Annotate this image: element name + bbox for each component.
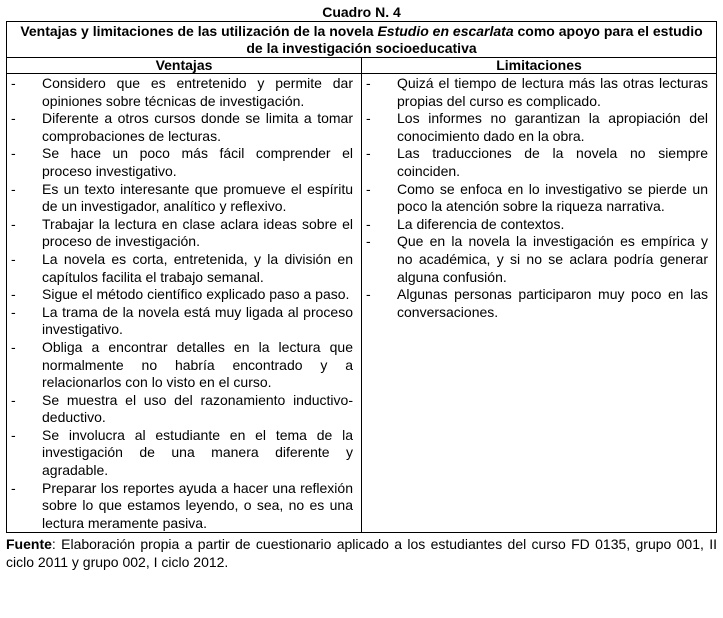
bullet-dash: -: [11, 110, 16, 127]
limitacion-item: [366, 286, 708, 321]
limitacion-item: [366, 145, 708, 180]
ventaja-item: [11, 480, 353, 533]
column-header-ventajas: Ventajas: [7, 58, 362, 74]
ventaja-item: [11, 181, 353, 216]
source-footnote: [6, 535, 717, 571]
ventajas-list: [7, 74, 361, 532]
column-header-limitaciones: Limitaciones: [362, 58, 717, 74]
bullet-dash: -: [11, 250, 16, 267]
limitaciones-list: [362, 74, 716, 321]
table-title: [7, 22, 717, 58]
bullet-dash: -: [366, 215, 371, 232]
ventaja-item: [11, 145, 353, 180]
bullet-dash: -: [11, 426, 16, 443]
bullet-dash: -: [11, 286, 16, 303]
table-title-row: [7, 22, 717, 58]
ventaja-item-text: Diferente a otros cursos donde se limita a tomar comprobaciones de lecturas.: [42, 110, 353, 144]
bullet-dash: -: [366, 180, 371, 197]
limitacion-item-text: Algunas personas participaron muy poco en las conversaciones.: [397, 286, 708, 320]
bullet-dash: -: [366, 233, 371, 250]
table-title-prefix: Ventajas y limitaciones de las utilización de la novela: [20, 23, 378, 39]
ventaja-item-text: Considero que es entretenido y permite dar opiniones sobre técnicas de investigación.: [42, 75, 353, 109]
ventaja-item-text: Se muestra el uso del razonamiento inductivo-deductivo.: [42, 391, 353, 426]
limitacion-item-text: Quizá el tiempo de lectura más las otras lecturas propias del curso es complicado.: [397, 75, 708, 109]
ventaja-item-text: Es un texto interesante que promueve el espíritu de un investigador, analítico y reflexivo.: [42, 180, 353, 215]
bullet-dash: -: [11, 145, 16, 162]
bullet-dash: -: [11, 338, 16, 355]
bullet-dash: -: [11, 75, 16, 91]
limitacion-item-text: Como se enfoca en lo investigativo se pierde un poco la atención sobre la riqueza narrativa.: [397, 180, 708, 215]
limitacion-item: [366, 216, 708, 234]
footnote-label: Fuente: [6, 536, 52, 553]
ventaja-item: [11, 216, 353, 251]
ventaja-item-text: Se involucra al estudiante en el tema de la investigación de una manera diferente y agradable.: [42, 426, 353, 479]
bullet-dash: -: [366, 75, 371, 91]
ventaja-item: [11, 251, 353, 286]
bullet-dash: -: [11, 479, 16, 496]
limitacion-item: [366, 233, 708, 286]
bullet-dash: -: [366, 145, 371, 162]
limitacion-item-text: Las traducciones de la novela no siempre coinciden.: [397, 145, 708, 179]
content-row: [7, 74, 717, 533]
ventaja-item-text: Trabajar la lectura en clase aclara ideas sobre el proceso de investigación.: [42, 215, 353, 250]
limitacion-item: [366, 110, 708, 145]
table-title-suffix: como apoyo para el estudio de la investigación socioeducativa: [246, 23, 703, 56]
bullet-dash: -: [11, 180, 16, 197]
ventaja-item-text: La trama de la novela está muy ligada al proceso investigativo.: [42, 303, 353, 338]
table-caption: Cuadro N. 4: [322, 4, 401, 20]
ventaja-item: [11, 286, 353, 304]
ventaja-item: [11, 427, 353, 480]
limitacion-item: [366, 181, 708, 216]
bullet-dash: -: [11, 391, 16, 408]
footnote-text: : Elaboración propia a partir de cuestionario aplicado a los estudiantes del curso FD 0135, grupo 001, II ciclo 2011 y grupo 002, I ciclo 2012.: [6, 536, 717, 571]
ventaja-item-text: Se hace un poco más fácil comprender el proceso investigativo.: [42, 145, 353, 179]
ventaja-item: [11, 304, 353, 339]
comparison-table: [6, 21, 717, 533]
bullet-dash: -: [366, 286, 371, 303]
bullet-dash: -: [11, 303, 16, 320]
novel-title: Estudio en escarlata: [377, 23, 514, 39]
ventaja-item: [11, 392, 353, 427]
limitacion-item-text: La diferencia de contextos.: [397, 215, 565, 232]
ventaja-item: [11, 75, 353, 110]
bullet-dash: -: [366, 110, 371, 127]
ventajas-cell: [7, 74, 362, 533]
ventaja-item-text: Obliga a encontrar detalles en la lectura que normalmente no habría encontrado y a relacionarlos con lo visto en el curso.: [42, 338, 353, 391]
limitacion-item: [366, 75, 708, 110]
column-header-row: [7, 58, 717, 74]
limitaciones-cell: [362, 74, 717, 533]
ventaja-item-text: Sigue el método científico explicado paso a paso.: [42, 286, 350, 303]
ventaja-item-text: Preparar los reportes ayuda a hacer una reflexión sobre lo que estamos leyendo, o sea, no es una lectura meramente pasiva.: [42, 479, 353, 531]
ventaja-item-text: La novela es corta, entretenida, y la división en capítulos facilita el trabajo semanal.: [42, 250, 353, 285]
ventaja-item: [11, 110, 353, 145]
limitacion-item-text: Que en la novela la investigación es empírica y no académica, y si no se aclara podría generar alguna confusión.: [397, 233, 708, 285]
ventaja-item: [11, 339, 353, 392]
bullet-dash: -: [11, 215, 16, 232]
limitacion-item-text: Los informes no garantizan la apropiación del conocimiento dado en la obra.: [397, 110, 708, 144]
